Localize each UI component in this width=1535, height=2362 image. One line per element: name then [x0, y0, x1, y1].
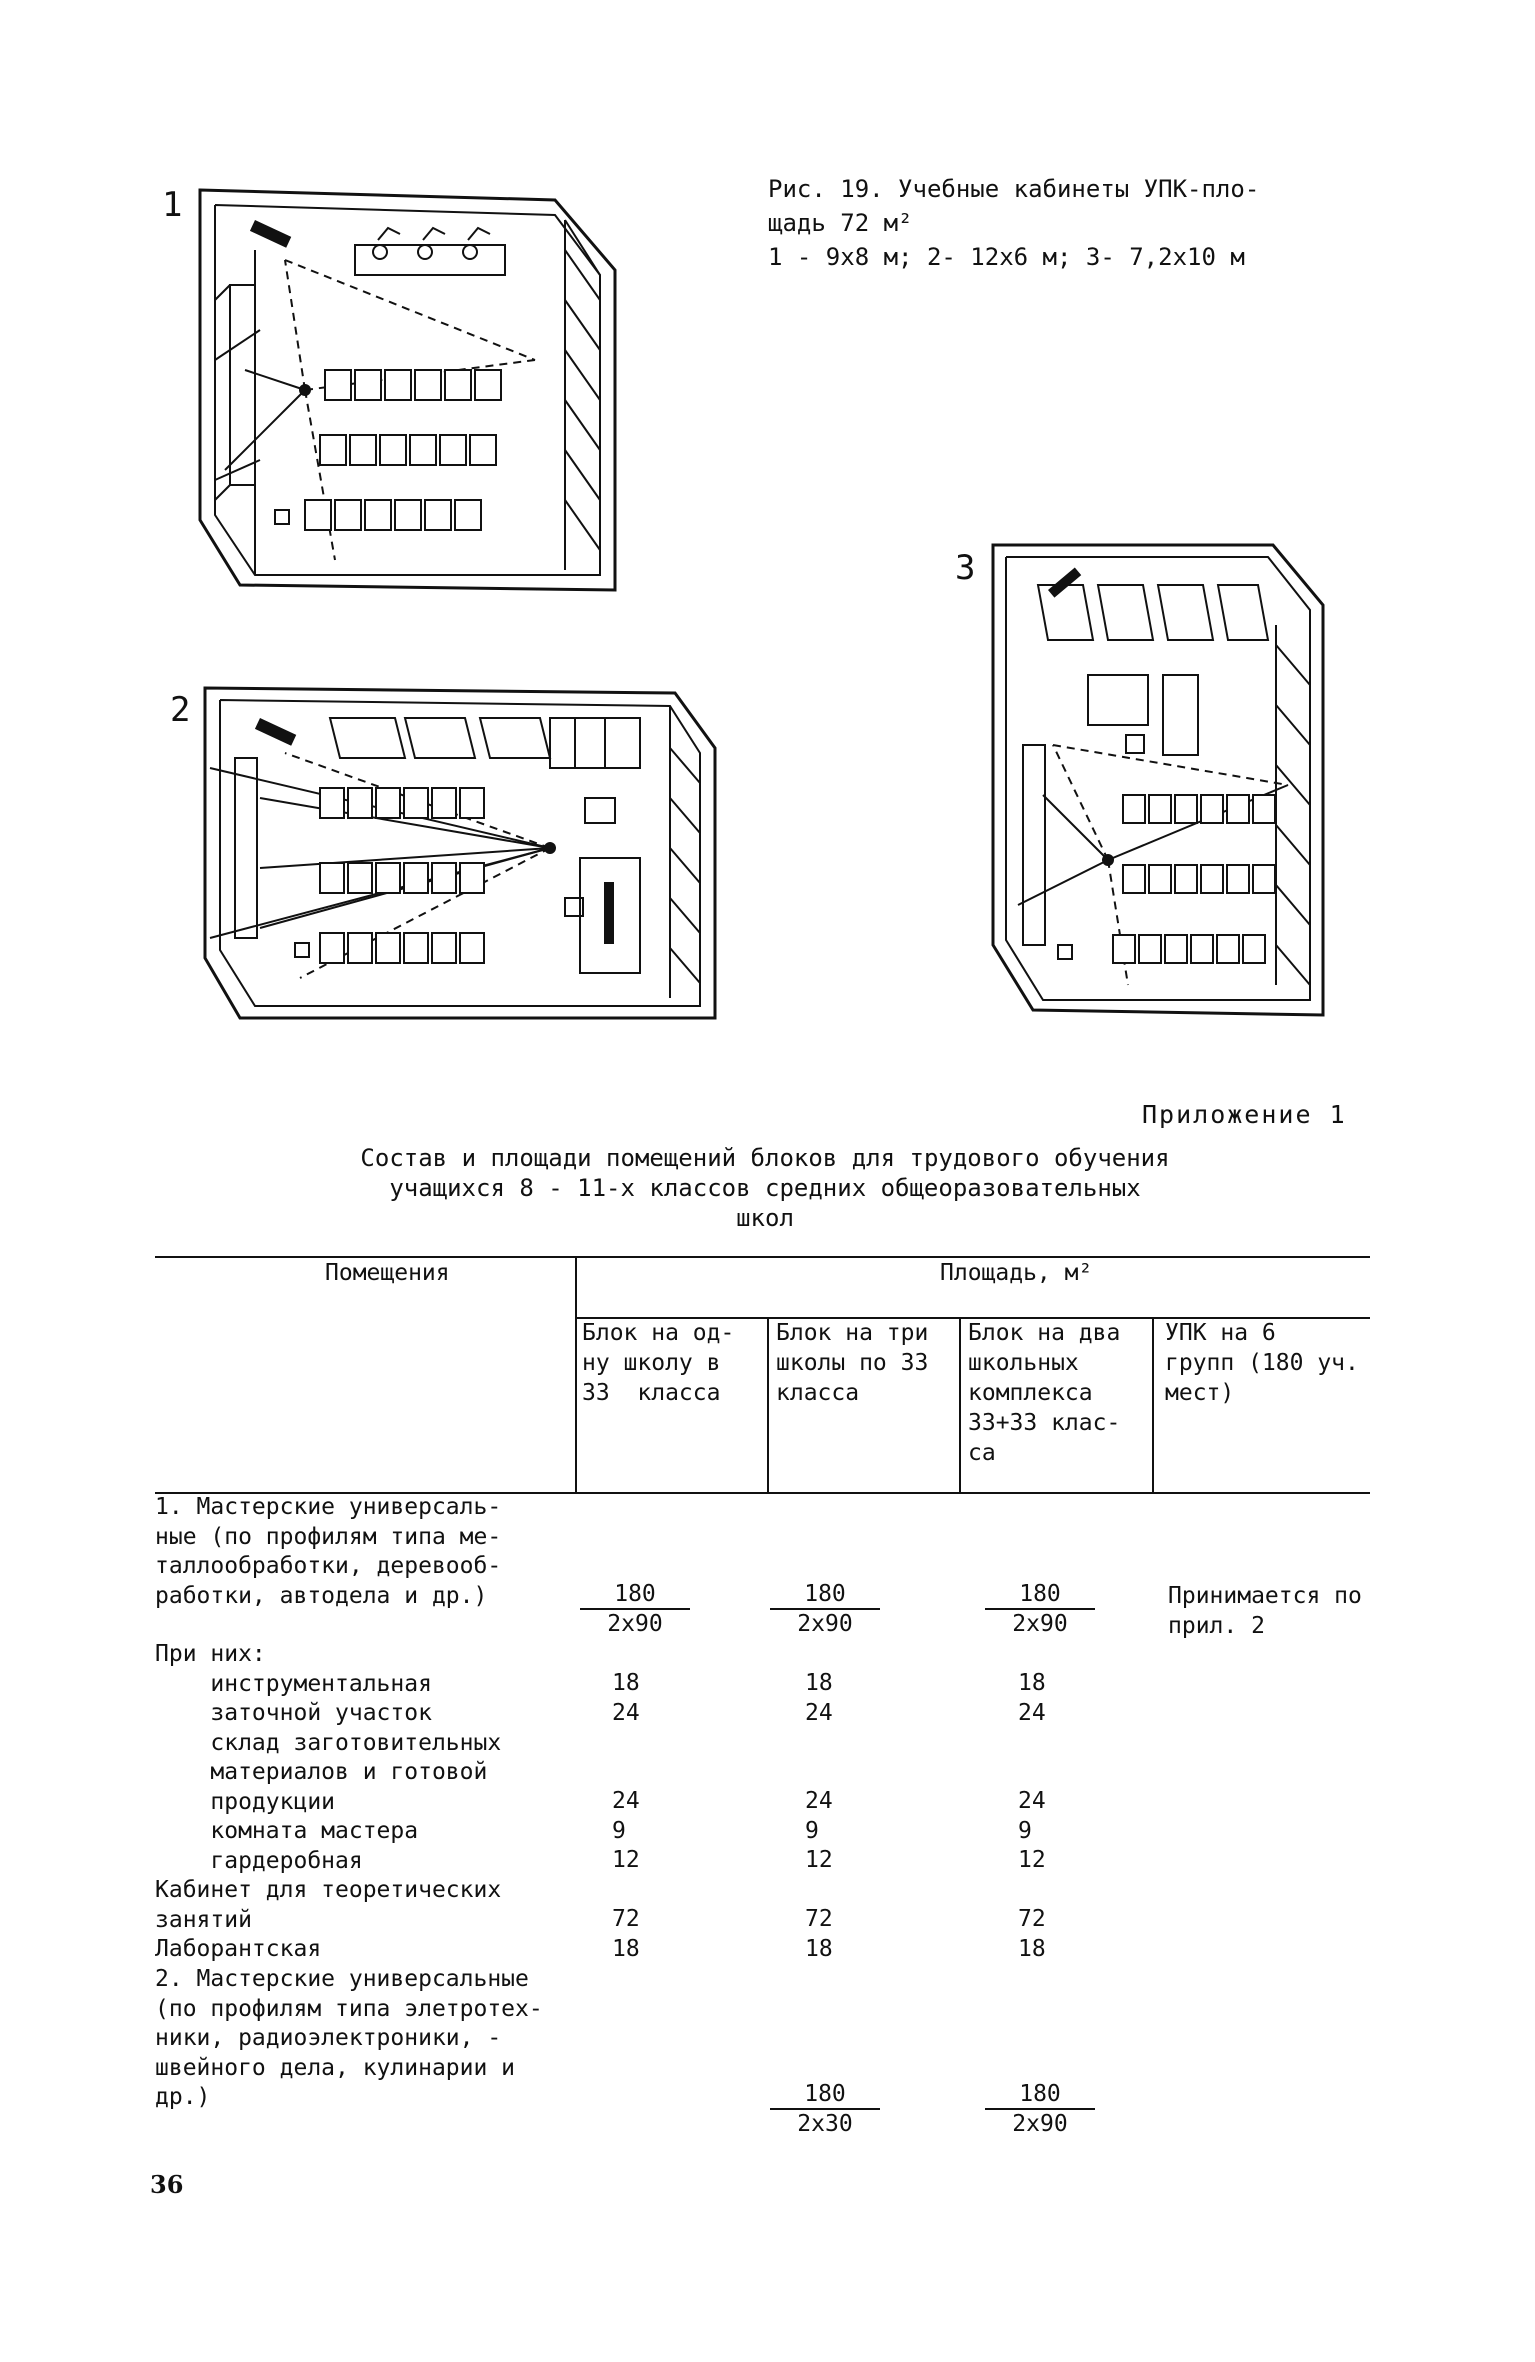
fraction-denominator: 2x90: [797, 1611, 853, 1637]
table-divider-rooms: [575, 1256, 577, 1493]
table-divider-1: [767, 1317, 769, 1493]
section1-note: Принимается по прил. 2: [1168, 1583, 1362, 1639]
subheader-block-three-schools: Блок на три школы по 33 класса: [776, 1320, 929, 1406]
fraction-numerator: 180: [580, 1580, 690, 1610]
fraction-numerator: 180: [985, 2080, 1095, 2110]
fraction-numerator: 180: [985, 1580, 1095, 1610]
section1-fraction-col3: [985, 1580, 1095, 1638]
fraction-denominator: 2x90: [1012, 2111, 1068, 2137]
classroom-plan-3: [988, 545, 1328, 1015]
table-divider-3: [1152, 1317, 1154, 1493]
subrows-col2-values: 18 24 24 9 12 72 18: [805, 1670, 833, 1962]
figure-label-3: 3: [955, 548, 976, 588]
fraction-denominator: 2x30: [797, 2111, 853, 2137]
section2-fraction-col3: [985, 2080, 1095, 2138]
page-number: 36: [150, 2170, 184, 2199]
subrows-labels: При них: инструментальная заточной участок склад заготовительных материалов и готовой продукции комната мастера гардеробная Кабинет для теоретических занятий Лаборантская: [155, 1641, 502, 1962]
figure-label-1: 1: [162, 185, 183, 225]
fraction-numerator: 180: [770, 1580, 880, 1610]
header-area: Площадь, м²: [940, 1260, 1093, 1286]
subheader-block-two-complexes: Блок на два школьных комплекса 33+33 клас- са: [968, 1320, 1121, 1466]
section2-fraction-col2: [770, 2080, 880, 2138]
section1-fraction-col2: [770, 1580, 880, 1638]
figure-label-2: 2: [170, 690, 191, 730]
classroom-plan-2: [200, 688, 720, 1018]
section2-label: 2. Мастерские универсальные (по профилям типа элетротех- ники, радиоэлектроники, - швейного дела, кулинарии и др.): [155, 1966, 543, 2110]
table-title: Состав и площади помещений блоков для трудового обучения учащихся 8 - 11-х классов средних общеоразовательных школ: [360, 1144, 1170, 1232]
figure-caption: Рис. 19. Учебные кабинеты УПК-пло- щадь 72 м² 1 - 9x8 м; 2- 12x6 м; 3- 7,2x10 м: [768, 175, 1260, 271]
fraction-denominator: 2x90: [1012, 1611, 1068, 1637]
appendix-label: Приложение 1: [1142, 1100, 1347, 1129]
subheader-upk: УПК на 6 групп (180 уч. мест): [1165, 1320, 1359, 1406]
fraction-numerator: 180: [770, 2080, 880, 2110]
subrows-col1-values: 18 24 24 9 12 72 18: [612, 1670, 640, 1962]
section1-label: 1. Мастерские универсаль- ные (по профилям типа ме- таллообработки, деревооб- работки, автодела и др.): [155, 1494, 502, 1609]
table-divider-2: [959, 1317, 961, 1493]
subrows-col3-values: 18 24 24 9 12 72 18: [1018, 1670, 1046, 1962]
fraction-denominator: 2x90: [607, 1611, 663, 1637]
header-rooms: Помещения: [325, 1260, 450, 1286]
subheader-block-one-school: Блок на од- ну школу в 33 класса: [582, 1320, 735, 1406]
classroom-plan-1: [195, 190, 625, 590]
section1-fraction-col1: [580, 1580, 690, 1638]
